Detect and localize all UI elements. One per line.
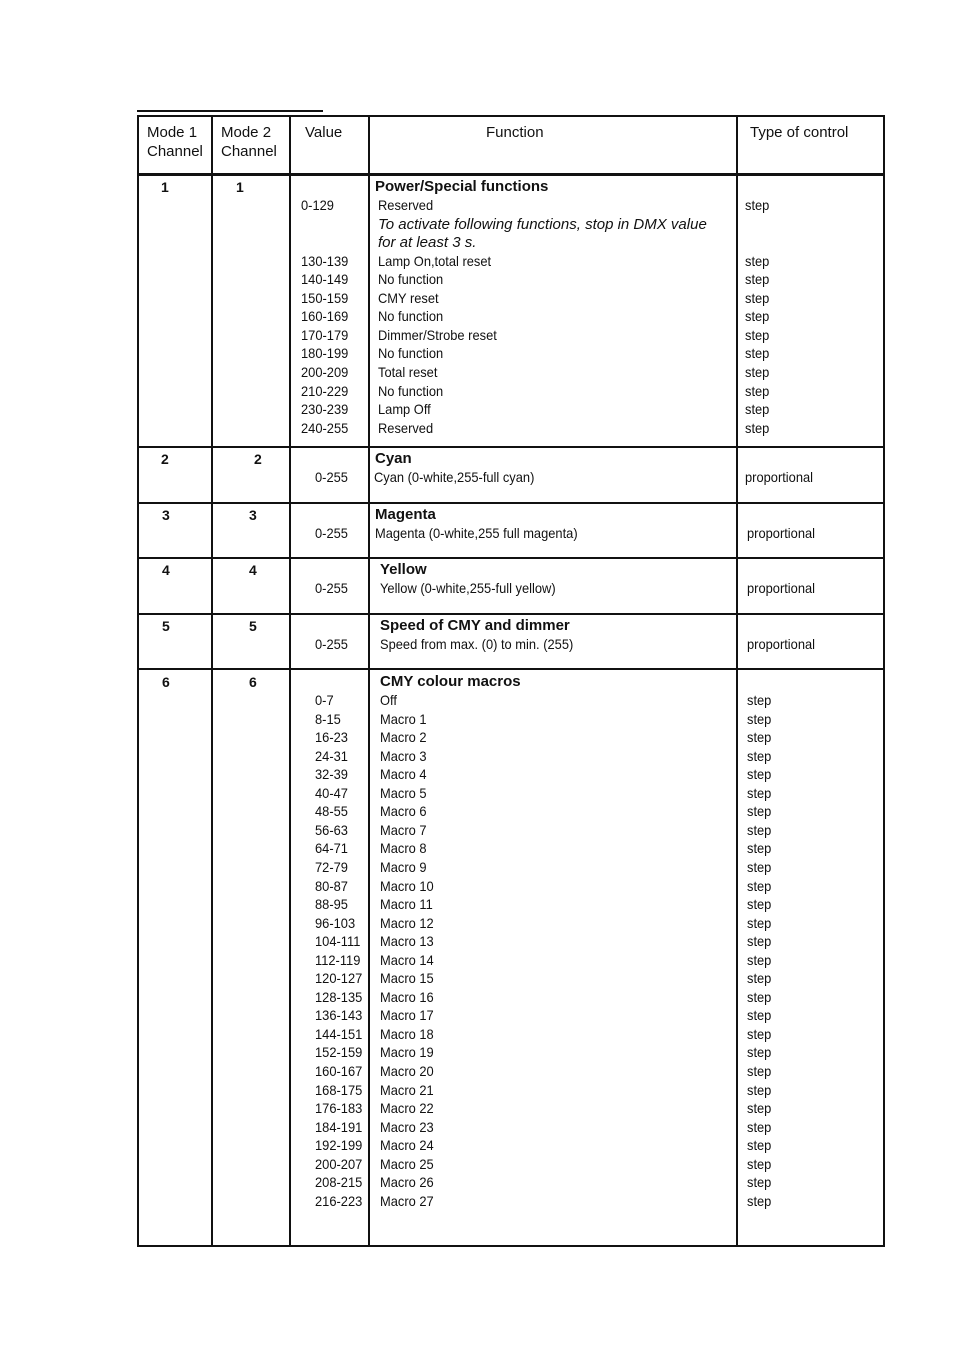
control-type: step (745, 419, 770, 436)
function-group-title: CMY colour macros (380, 673, 521, 690)
control-type: step (745, 252, 770, 269)
dmx-value-range: 112-119 (315, 951, 361, 968)
header-function: Function (486, 124, 544, 141)
dmx-value-range: 0-255 (315, 580, 348, 596)
control-type: step (747, 784, 772, 801)
function-description: Macro 23 (380, 1118, 434, 1135)
function-description: Macro 24 (380, 1137, 434, 1154)
function-description: Lamp Off (378, 401, 431, 418)
control-type: proportional (745, 469, 814, 485)
function-description: Macro 26 (380, 1174, 434, 1191)
control-type: step (747, 1044, 772, 1061)
dmx-value-range: 32-39 (315, 766, 348, 783)
function-description: Macro 22 (380, 1100, 434, 1117)
row-divider (139, 557, 883, 559)
function-group-title: Speed of CMY and dimmer (380, 617, 570, 634)
header-mode2-line2: Channel (221, 143, 277, 160)
control-type: step (745, 382, 770, 399)
mode2-channel: 3 (249, 507, 257, 523)
mode1-channel: 4 (162, 562, 170, 578)
top-rule (137, 110, 323, 112)
function-description: Macro 7 (380, 821, 427, 838)
mode1-channel: 6 (162, 674, 170, 690)
row-divider (139, 446, 883, 448)
function-description: Lamp On,total reset (378, 252, 492, 269)
dmx-value-range: 56-63 (315, 821, 348, 838)
function-description: Macro 4 (380, 766, 427, 783)
control-type: step (747, 1155, 772, 1172)
control-type: step (747, 896, 772, 913)
function-description: Macro 3 (380, 747, 427, 764)
control-type: step (747, 914, 772, 931)
dmx-value-range: 200-209 (301, 363, 349, 380)
dmx-value-range: 104-111 (315, 933, 361, 950)
function-description: Total reset (378, 363, 438, 380)
control-type: step (747, 1100, 772, 1117)
function-description: Macro 11 (380, 896, 433, 913)
function-group-title: Cyan (375, 450, 412, 467)
control-type: step (747, 1137, 772, 1154)
mode2-channel: 5 (249, 618, 257, 634)
function-description: Macro 21 (380, 1081, 434, 1098)
control-type: step (747, 803, 772, 820)
control-type: step (747, 933, 772, 950)
dmx-value-range: 144-151 (315, 1025, 363, 1042)
mode1-channel: 1 (161, 179, 169, 195)
function-description: Macro 25 (380, 1155, 434, 1172)
function-description: Macro 2 (380, 729, 427, 746)
control-type: step (747, 710, 772, 727)
control-type: step (747, 1063, 772, 1079)
control-type: proportional (747, 580, 816, 596)
control-type: step (747, 1007, 772, 1024)
dmx-value-range: 184-191 (315, 1118, 363, 1135)
function-description: Macro 27 (380, 1192, 434, 1209)
function-description: Macro 6 (380, 803, 427, 820)
dmx-value-range: 120-127 (315, 970, 363, 987)
dmx-value-range: 130-139 (301, 252, 349, 269)
dmx-value-range: 128-135 (315, 988, 363, 1005)
control-type: step (747, 840, 772, 857)
control-type: step (747, 747, 772, 764)
control-type: step (745, 363, 770, 380)
function-description: Macro 10 (380, 877, 434, 894)
function-description: Macro 8 (380, 840, 427, 857)
dmx-value-range: 216-223 (315, 1192, 363, 1209)
header-value: Value (305, 124, 343, 141)
header-mode2 (221, 123, 277, 161)
control-type: step (747, 877, 772, 894)
column-divider (211, 117, 213, 1245)
dmx-value-range: 0-255 (315, 525, 348, 541)
dmx-value-range: 168-175 (315, 1081, 363, 1098)
header-mode1-line1: Mode 1 (147, 124, 198, 141)
control-type: step (745, 197, 770, 213)
control-type: step (747, 1118, 772, 1135)
dmx-value-range: 16-23 (315, 729, 348, 746)
control-type: step (747, 1192, 772, 1209)
column-divider (368, 117, 370, 1245)
control-type: step (747, 951, 772, 968)
control-type: step (745, 271, 770, 288)
header-type-of-control: Type of control (750, 124, 849, 141)
control-type: step (745, 308, 770, 325)
function-description: Macro 20 (380, 1063, 434, 1079)
mode1-channel: 3 (162, 507, 170, 523)
function-description: Reserved (378, 197, 434, 213)
function-description: Macro 1 (380, 710, 427, 727)
function-description: Macro 15 (380, 970, 434, 987)
row-divider (139, 502, 883, 504)
control-type: step (747, 821, 772, 838)
mode2-channel: 4 (249, 562, 257, 578)
control-type: step (747, 729, 772, 746)
control-type: proportional (747, 525, 816, 541)
function-description: Magenta (0-white,255 full magenta) (375, 525, 578, 541)
function-description: Speed from max. (0) to min. (255) (380, 636, 574, 652)
dmx-value-range: 64-71 (315, 840, 348, 857)
header-mode1 (147, 123, 203, 161)
function-description: Macro 9 (380, 858, 427, 875)
control-type: step (745, 401, 770, 418)
mode1-channel: 5 (162, 618, 170, 634)
function-description: Macro 5 (380, 784, 427, 801)
function-description: Macro 12 (380, 914, 434, 931)
function-group-title: Magenta (375, 506, 436, 523)
dmx-value-range: 40-47 (315, 784, 348, 801)
function-description: CMY reset (378, 289, 439, 306)
column-divider (736, 117, 738, 1245)
instruction-note: To activate following functions, stop in DMX value (378, 215, 707, 233)
dmx-value-range: 240-255 (301, 419, 349, 436)
dmx-value-range: 0-255 (315, 636, 348, 652)
dmx-value-range: 80-87 (315, 877, 348, 894)
function-description: No function (378, 308, 444, 325)
dmx-value-range: 8-15 (315, 710, 341, 727)
control-type: step (747, 1025, 772, 1042)
header-divider (139, 173, 883, 176)
dmx-value-range: 96-103 (315, 914, 356, 931)
function-group-title: Power/Special functions (375, 178, 549, 195)
control-type: step (745, 345, 770, 362)
function-description: Cyan (0-white,255-full cyan) (374, 469, 535, 485)
mode1-channel: 2 (161, 451, 169, 467)
control-type: step (747, 1174, 772, 1191)
function-description: Dimmer/Strobe reset (378, 326, 497, 343)
dmx-value-range: 150-159 (301, 289, 349, 306)
dmx-value-range: 210-229 (301, 382, 349, 399)
dmx-value-range: 0-255 (315, 469, 348, 485)
function-description: Off (380, 692, 397, 708)
control-type: proportional (747, 636, 816, 652)
dmx-value-range: 180-199 (301, 345, 349, 362)
dmx-value-range: 230-239 (301, 401, 349, 418)
function-group-title: Yellow (380, 561, 427, 578)
dmx-value-range: 140-149 (301, 271, 349, 288)
mode2-channel: 2 (254, 451, 262, 467)
function-description: Macro 16 (380, 988, 434, 1005)
dmx-value-range: 72-79 (315, 858, 348, 875)
function-description: Macro 13 (380, 933, 434, 950)
function-description: Macro 19 (380, 1044, 434, 1061)
header-mode1-line2: Channel (147, 143, 203, 160)
function-description: Macro 14 (380, 951, 434, 968)
row-divider (139, 613, 883, 615)
control-type: step (745, 326, 770, 343)
function-description: Yellow (0-white,255-full yellow) (380, 580, 556, 596)
function-description: No function (378, 345, 444, 362)
dmx-value-range: 0-129 (301, 197, 334, 213)
dmx-value-range: 160-167 (315, 1063, 363, 1079)
dmx-value-range: 208-215 (315, 1174, 363, 1191)
control-type: step (747, 988, 772, 1005)
control-type: step (745, 289, 770, 306)
column-divider (289, 117, 291, 1245)
dmx-value-range: 136-143 (315, 1007, 363, 1024)
function-description: Macro 18 (380, 1025, 434, 1042)
function-description: Macro 17 (380, 1007, 434, 1024)
dmx-value-range: 200-207 (315, 1155, 363, 1172)
row-divider (139, 668, 883, 670)
dmx-value-range: 0-7 (315, 692, 334, 708)
mode2-channel: 6 (249, 674, 257, 690)
dmx-value-range: 176-183 (315, 1100, 363, 1117)
dmx-value-range: 170-179 (301, 326, 349, 343)
dmx-value-range: 160-169 (301, 308, 349, 325)
dmx-value-range: 24-31 (315, 747, 348, 764)
control-type: step (747, 766, 772, 783)
control-type: step (747, 858, 772, 875)
dmx-value-range: 192-199 (315, 1137, 363, 1154)
function-description: No function (378, 382, 444, 399)
header-mode2-line1: Mode 2 (221, 124, 272, 141)
dmx-value-range: 88-95 (315, 896, 348, 913)
control-type: step (747, 970, 772, 987)
control-type: step (747, 692, 772, 708)
instruction-note: for at least 3 s. (378, 234, 477, 252)
control-type: step (747, 1081, 772, 1098)
mode2-channel: 1 (236, 179, 244, 195)
dmx-value-range: 152-159 (315, 1044, 363, 1061)
dmx-channel-table (137, 115, 885, 1247)
dmx-value-range: 48-55 (315, 803, 348, 820)
function-description: No function (378, 271, 444, 288)
function-description: Reserved (378, 419, 434, 436)
